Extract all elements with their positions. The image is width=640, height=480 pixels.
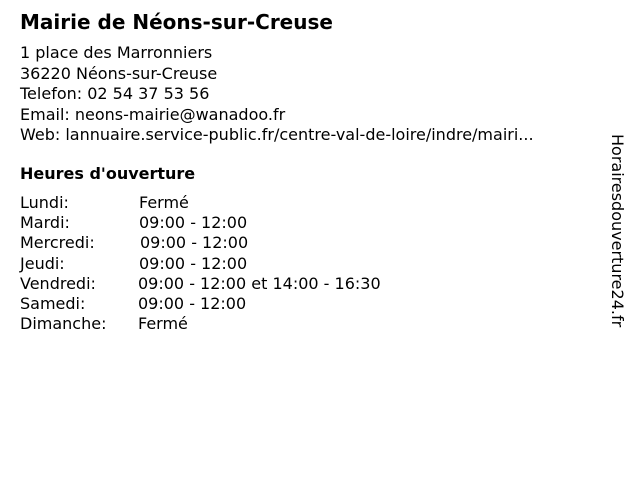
time-value: 09:00 - 12:00	[139, 253, 248, 273]
phone-line: Telefon: 02 54 37 53 56	[20, 84, 210, 103]
day-label: Lundi:	[20, 193, 69, 212]
day-label: Mercredi:	[20, 233, 95, 253]
time-value: 09:00 - 12:00	[139, 213, 248, 233]
web-line: Web: lannuaire.service-public.fr/centre-val-de-loire/indre/mairi...	[20, 125, 534, 144]
time-value: Fermé	[138, 314, 188, 334]
day-label: Mardi:	[20, 213, 70, 233]
hours-heading: Heures d'ouverture	[20, 164, 196, 183]
page-title: Mairie de Néons-sur-Creuse	[20, 10, 333, 34]
day-label: Vendredi:	[20, 273, 96, 293]
time-value: Fermé	[139, 193, 189, 212]
day-label: Dimanche:	[20, 314, 107, 334]
address-city: 36220 Néons-sur-Creuse	[20, 63, 218, 83]
time-value: 09:00 - 12:00	[138, 293, 247, 313]
time-value: 09:00 - 12:00	[140, 233, 249, 253]
site-watermark: Horairesdouverture24.fr	[608, 134, 627, 328]
email-line: Email: neons-mairie@wanadoo.fr	[20, 104, 286, 124]
address-street: 1 place des Marronniers	[20, 43, 213, 62]
day-label: Samedi:	[20, 293, 86, 313]
day-label: Jeudi:	[20, 253, 65, 273]
contact-block	[20, 43, 534, 146]
time-value: 09:00 - 12:00 et 14:00 - 16:30	[138, 273, 381, 293]
